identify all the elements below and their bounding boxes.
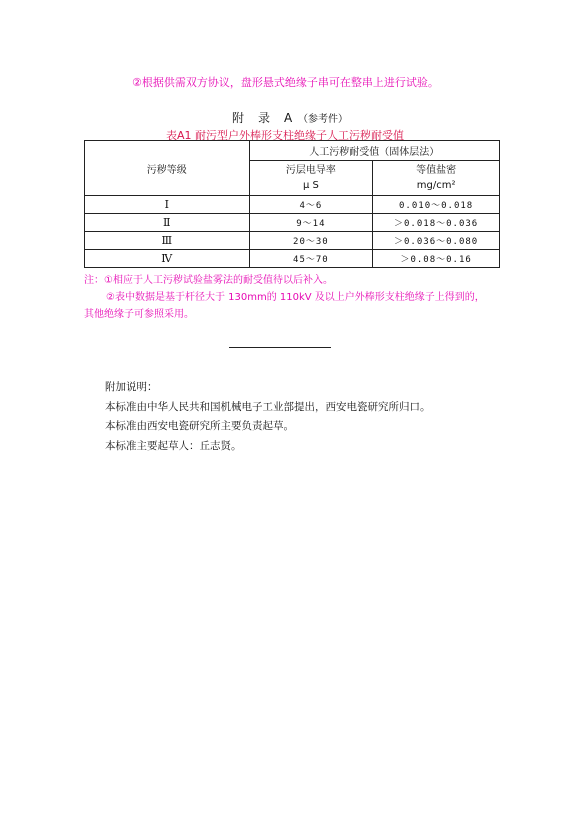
additional-line: 本标准由西安电瓷研究所主要负责起草。 (105, 420, 294, 432)
conductivity-header (249, 161, 373, 196)
salt-title: 等值盐密 (416, 165, 457, 176)
conductivity-cell: 20～30 (249, 232, 373, 250)
salt-cell: ＞0.08～0.16 (373, 250, 500, 268)
note-2: ②表中数据是基于杆径大于 130mm的 110kV 及以上户外棒形支柱绝缘子上得到的， (106, 292, 485, 303)
additional-line: 本标准由中华人民共和国机械电子工业部提出，西安电瓷研究所归口。 (105, 400, 431, 413)
additional-notes (105, 378, 431, 456)
table-header-row (85, 141, 500, 161)
level-cell: Ⅲ (85, 232, 250, 250)
pollution-table (84, 140, 500, 268)
salt-cell: ＞0.018～0.036 (373, 214, 500, 232)
note-2-continued: 其他绝缘子可参照采用。 (84, 309, 194, 320)
table-row (85, 214, 500, 232)
salt-header (373, 161, 500, 196)
group-header: 人工污秽耐受值（固体层法） (249, 141, 499, 161)
salt-unit: mg/cm² (416, 180, 456, 191)
conductivity-cell: 45～70 (249, 250, 373, 268)
appendix-label: 附 录 A (232, 111, 294, 125)
level-header: 污秽等级 (85, 141, 250, 196)
salt-cell: 0.010～0.018 (373, 196, 500, 214)
note-1: 注：①相应于人工污秽试验盐雾法的耐受值待以后补入。 (84, 275, 333, 286)
salt-cell: ＞0.036～0.080 (373, 232, 500, 250)
conductivity-unit: μ S (302, 180, 319, 191)
top-note: ②根据供需双方协议，盘形悬式绝缘子串可在整串上进行试验。 (132, 76, 439, 89)
level-cell: Ⅰ (85, 196, 250, 214)
divider-line (229, 347, 331, 348)
level-cell: Ⅳ (85, 250, 250, 268)
table-row (85, 232, 500, 250)
additional-line: 本标准主要起草人：丘志贤。 (105, 439, 242, 452)
appendix-ref: （参考件） (298, 114, 349, 125)
table-row (85, 250, 500, 268)
conductivity-cell: 4～6 (249, 196, 373, 214)
conductivity-title: 污层电导率 (285, 165, 336, 176)
additional-heading: 附加说明： (105, 381, 158, 393)
table-title: 表A1 耐污型户外棒形支柱绝缘子人工污秽耐受值 (166, 129, 405, 142)
table-row (85, 196, 500, 214)
appendix-title (232, 109, 348, 126)
level-cell: Ⅱ (85, 214, 250, 232)
conductivity-cell: 9～14 (249, 214, 373, 232)
table-notes (84, 272, 485, 323)
